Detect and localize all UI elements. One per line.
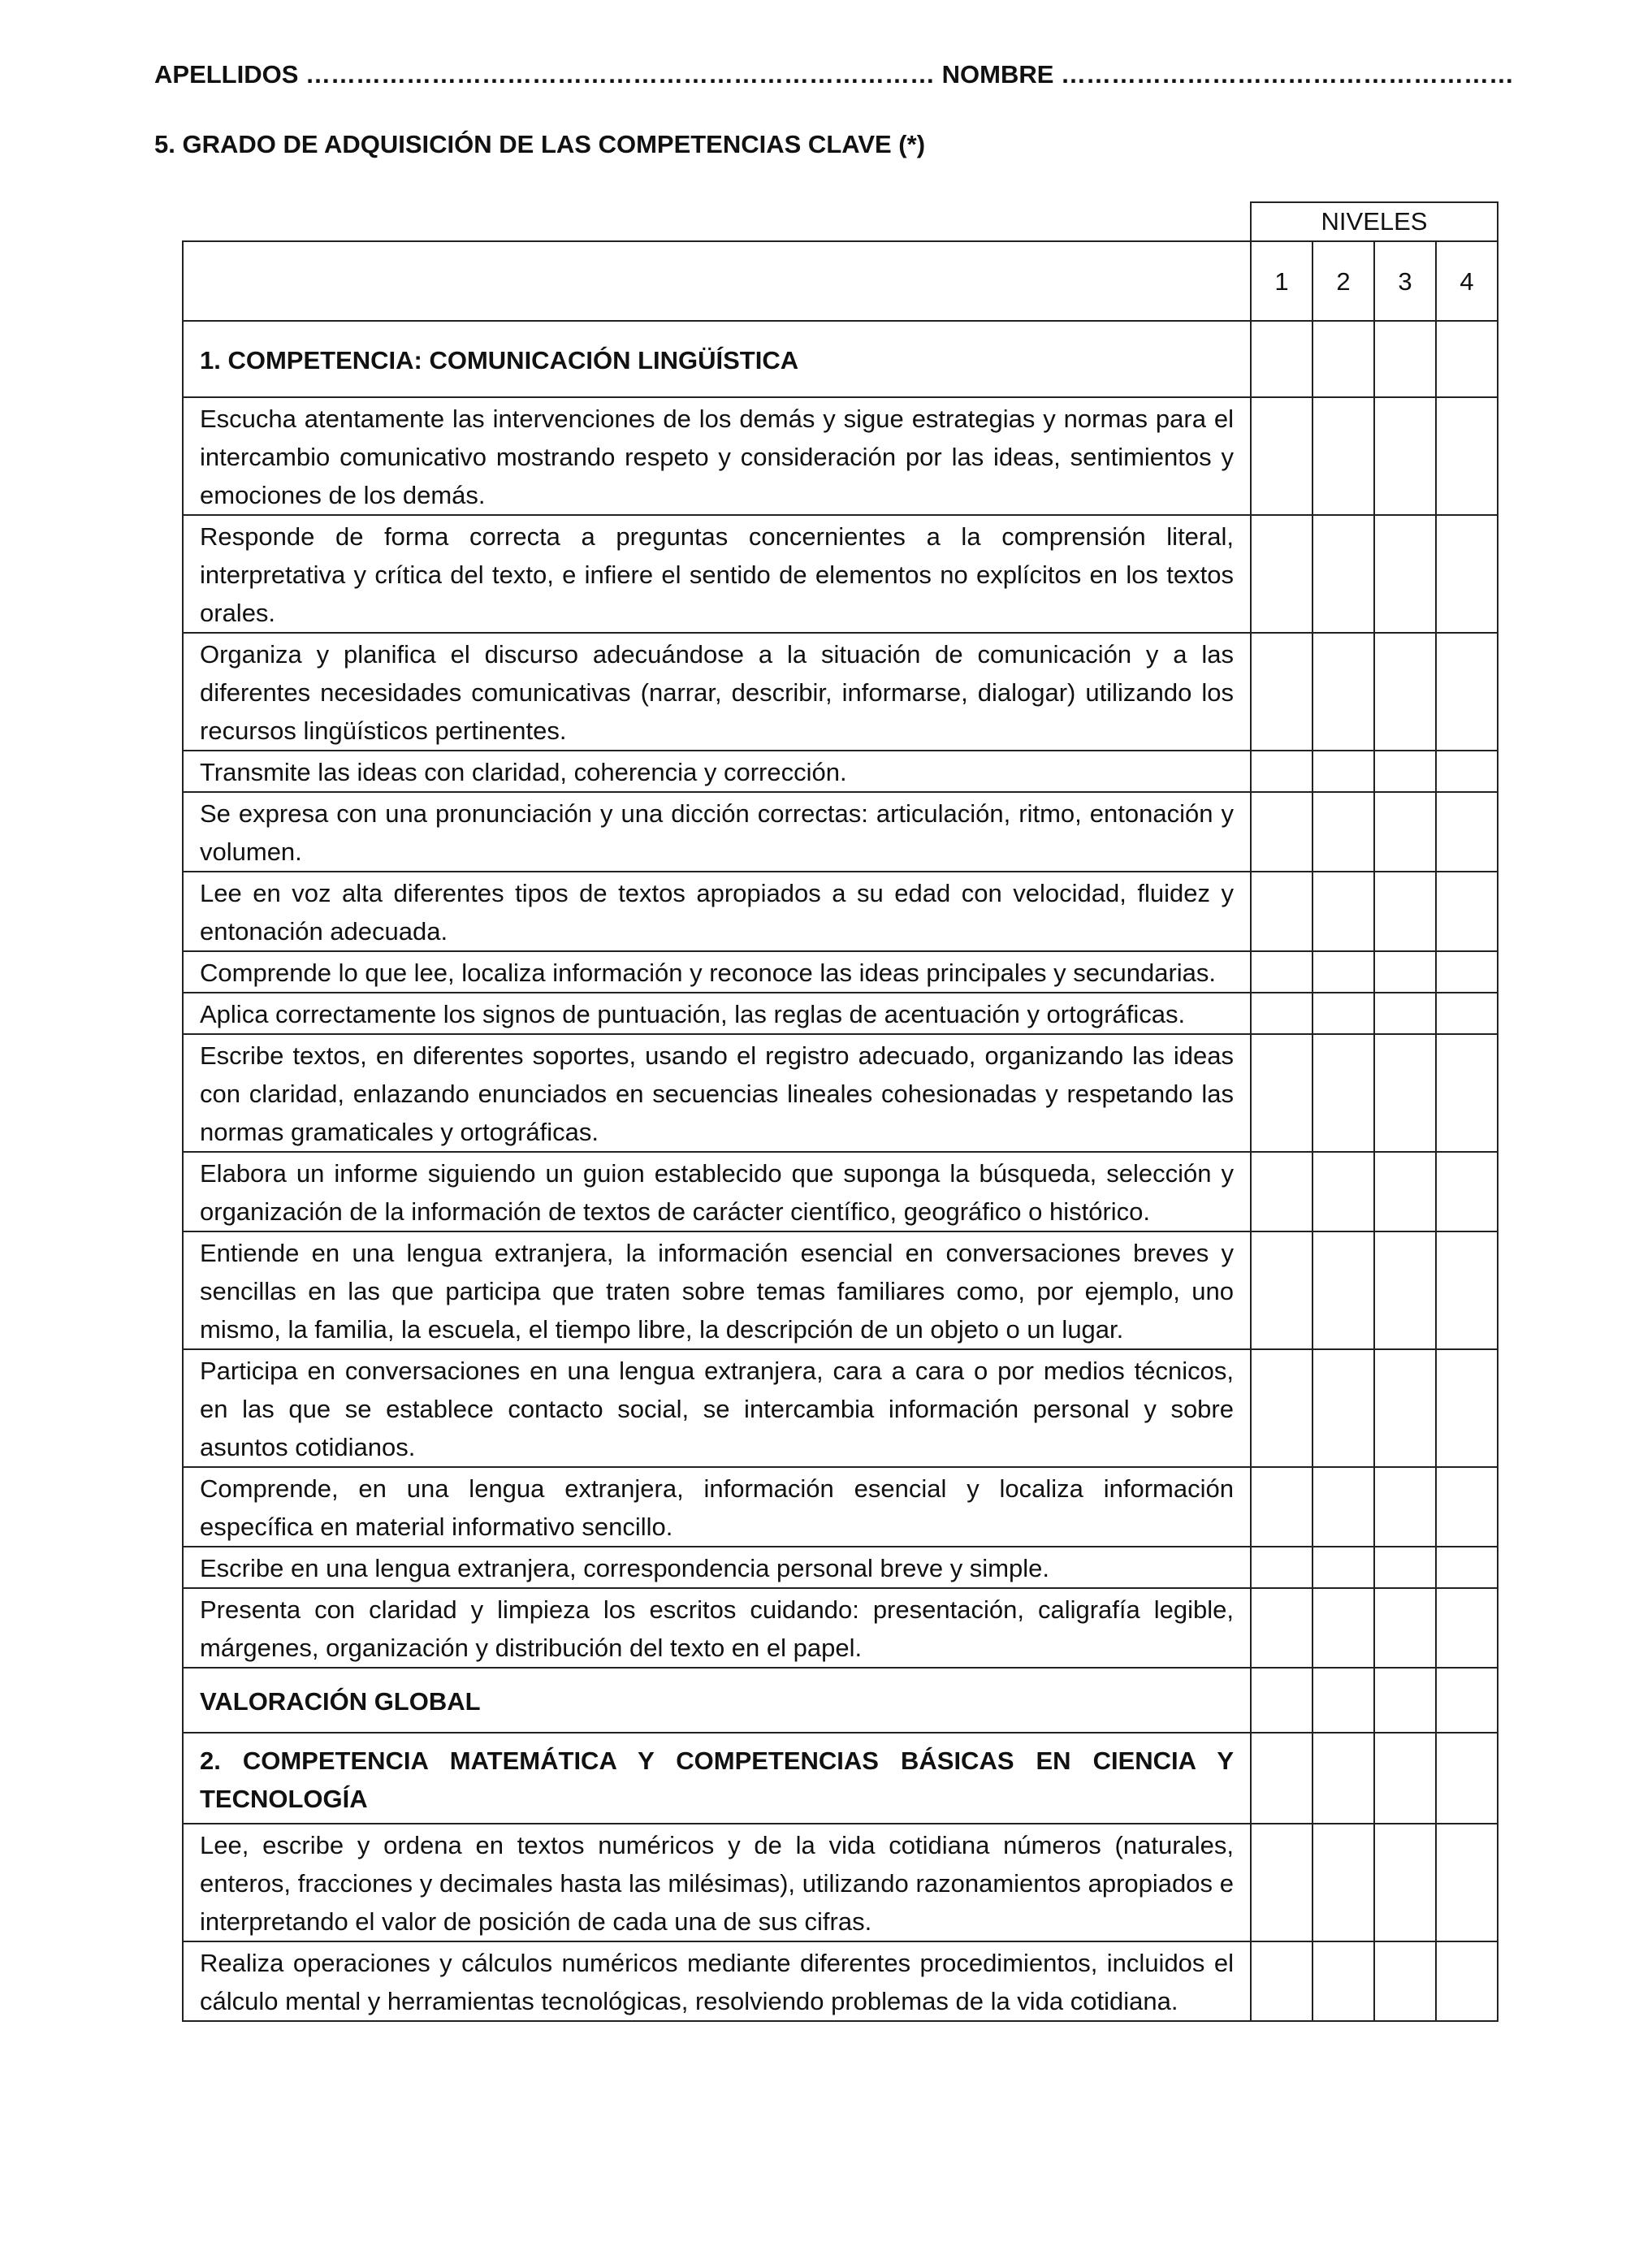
level-4-checkbox-cell[interactable] [1436,1231,1498,1349]
niveles-header-row [183,202,1498,241]
criterion-row [183,1467,1498,1547]
criterion-row-text: Entiende en una lengua extranjera, la información esencial en conversaciones breves y sencillas en las que participa que traten sobre temas familiares como, por ejemplo, uno mismo, la familia, la escuela, el tiempo libre, la descripción de un objeto o un lugar. [183,1231,1251,1349]
level-3-checkbox-cell[interactable] [1374,1824,1436,1941]
criterion-row [183,397,1498,515]
level-4-checkbox-cell[interactable] [1436,633,1498,751]
level-4-checkbox-cell[interactable] [1436,751,1498,792]
level-1-checkbox-cell[interactable] [1251,872,1313,951]
level-4-checkbox-cell[interactable] [1436,397,1498,515]
level-3-checkbox-cell[interactable] [1374,1547,1436,1588]
level-2-checkbox-cell[interactable] [1313,1152,1374,1231]
criterion-row [183,792,1498,872]
level-4-checkbox-cell[interactable] [1436,872,1498,951]
level-1-checkbox-cell[interactable] [1251,1152,1313,1231]
criterion-row-text: Participa en conversaciones en una lengua extranjera, cara a cara o por medios técnicos, en las que se establece contacto social, se intercambia información personal y sobre asuntos cotidianos. [183,1349,1251,1467]
level-2-checkbox-cell[interactable] [1313,1733,1374,1824]
criterion-row-text: Comprende lo que lee, localiza información y reconoce las ideas principales y secundarias. [183,951,1251,993]
section-2-title-row [183,1733,1498,1824]
level-3-checkbox-cell[interactable] [1374,633,1436,751]
criterion-row [183,1034,1498,1152]
level-1-checkbox-cell[interactable] [1251,1349,1313,1467]
level-4-checkbox-cell[interactable] [1436,1824,1498,1941]
criterion-row-text: Presenta con claridad y limpieza los escritos cuidando: presentación, caligrafía legible, márgenes, organización y distribución del texto en el papel. [183,1588,1251,1668]
level-3-checkbox-cell[interactable] [1374,1733,1436,1824]
level-3-checkbox-cell[interactable] [1374,515,1436,633]
criterion-row-text: Transmite las ideas con claridad, coherencia y corrección. [183,751,1251,792]
level-1-checkbox-cell[interactable] [1251,751,1313,792]
criterion-row [183,1588,1498,1668]
level-2-checkbox-cell[interactable] [1313,515,1374,633]
level-3-checkbox-cell[interactable] [1374,1588,1436,1668]
level-4-checkbox-cell[interactable] [1436,1547,1498,1588]
level-1-checkbox-cell[interactable] [1251,397,1313,515]
level-1-checkbox-cell[interactable] [1251,993,1313,1034]
criterion-row-text: Escribe textos, en diferentes soportes, usando el registro adecuado, organizando las ideas con claridad, enlazando enunciados en secuencias lineales cohesionadas y respetando las normas gramaticales y ortográficas. [183,1034,1251,1152]
level-1-checkbox-cell[interactable] [1251,1824,1313,1941]
criterion-row-text: Lee, escribe y ordena en textos numéricos y de la vida cotidiana números (naturales, enteros, fracciones y decimales hasta las milésimas), utilizando razonamientos apropiados e interpretando el valor de posición de cada una de sus cifras. [183,1824,1251,1941]
level-2-header: 2 [1313,241,1374,321]
criterion-row [183,1941,1498,2021]
level-3-checkbox-cell[interactable] [1374,1231,1436,1349]
level-2-checkbox-cell[interactable] [1313,1231,1374,1349]
level-3-header: 3 [1374,241,1436,321]
level-3-checkbox-cell[interactable] [1374,872,1436,951]
level-2-checkbox-cell[interactable] [1313,397,1374,515]
global-assessment-row-text: VALORACIÓN GLOBAL [183,1668,1251,1733]
criterion-row [183,1349,1498,1467]
level-4-checkbox-cell[interactable] [1436,1152,1498,1231]
criterion-row [183,751,1498,792]
section-2-title-row-text: 2. COMPETENCIA MATEMÁTICA Y COMPETENCIAS BÁSICAS EN CIENCIA Y TECNOLOGÍA [183,1733,1251,1824]
level-4-checkbox-cell[interactable] [1436,1034,1498,1152]
empty-corner [183,202,1251,241]
level-3-checkbox-cell[interactable] [1374,1349,1436,1467]
level-2-checkbox-cell[interactable] [1313,1547,1374,1588]
level-1-checkbox-cell[interactable] [1251,792,1313,872]
level-3-checkbox-cell[interactable] [1374,1668,1436,1733]
level-2-checkbox-cell[interactable] [1313,1467,1374,1547]
level-1-checkbox-cell[interactable] [1251,1733,1313,1824]
competencies-table [182,201,1498,2022]
level-4-checkbox-cell[interactable] [1436,1733,1498,1824]
level-1-checkbox-cell[interactable] [1251,321,1313,397]
header-desc-cell [183,241,1251,321]
level-2-checkbox-cell[interactable] [1313,1588,1374,1668]
level-1-checkbox-cell[interactable] [1251,1941,1313,2021]
criterion-row [183,993,1498,1034]
level-1-checkbox-cell[interactable] [1251,1547,1313,1588]
level-3-checkbox-cell[interactable] [1374,993,1436,1034]
level-4-checkbox-cell[interactable] [1436,321,1498,397]
level-3-checkbox-cell[interactable] [1374,321,1436,397]
level-3-checkbox-cell[interactable] [1374,1941,1436,2021]
criterion-row [183,872,1498,951]
level-4-checkbox-cell[interactable] [1436,1941,1498,2021]
level-2-checkbox-cell[interactable] [1313,1349,1374,1467]
level-3-checkbox-cell[interactable] [1374,792,1436,872]
level-2-checkbox-cell[interactable] [1313,1034,1374,1152]
criterion-row-text: Realiza operaciones y cálculos numéricos mediante diferentes procedimientos, incluidos el cálculo mental y herramientas tecnológicas, resolviendo problemas de la vida cotidiana. [183,1941,1251,2021]
level-2-checkbox-cell[interactable] [1313,872,1374,951]
criterion-row-text: Escribe en una lengua extranjera, correspondencia personal breve y simple. [183,1547,1251,1588]
level-1-checkbox-cell[interactable] [1251,1467,1313,1547]
level-1-checkbox-cell[interactable] [1251,1034,1313,1152]
level-4-checkbox-cell[interactable] [1436,993,1498,1034]
level-1-checkbox-cell[interactable] [1251,1588,1313,1668]
level-2-checkbox-cell[interactable] [1313,792,1374,872]
criterion-row [183,515,1498,633]
criterion-row-text: Responde de forma correcta a preguntas concernientes a la comprensión literal, interpretativa y crítica del texto, e infiere el sentido de elementos no explícitos en los textos orales. [183,515,1251,633]
criterion-row-text: Se expresa con una pronunciación y una dicción correctas: articulación, ritmo, entonación y volumen. [183,792,1251,872]
level-3-checkbox-cell[interactable] [1374,751,1436,792]
level-1-checkbox-cell[interactable] [1251,951,1313,993]
level-1-checkbox-cell[interactable] [1251,515,1313,633]
criterion-row [183,633,1498,751]
criterion-row-text: Organiza y planifica el discurso adecuándose a la situación de comunicación y a las diferentes necesidades comunicativas (narrar, describir, informarse, dialogar) utilizando los recursos lingüísticos pertinentes. [183,633,1251,751]
level-2-checkbox-cell[interactable] [1313,633,1374,751]
level-3-checkbox-cell[interactable] [1374,951,1436,993]
criterion-row-text: Comprende, en una lengua extranjera, información esencial y localiza información específica en material informativo sencillo. [183,1467,1251,1547]
criterion-row-text: Aplica correctamente los signos de puntuación, las reglas de acentuación y ortográficas. [183,993,1251,1034]
level-2-checkbox-cell[interactable] [1313,751,1374,792]
level-3-checkbox-cell[interactable] [1374,1034,1436,1152]
section-1-title-row-text: 1. COMPETENCIA: COMUNICACIÓN LINGÜÍSTICA [183,321,1251,397]
level-4-checkbox-cell[interactable] [1436,1467,1498,1547]
name-header: APELLIDOS ………………………………………………………………… NOMBRE ……………………………………………… [154,60,1515,89]
level-3-checkbox-cell[interactable] [1374,397,1436,515]
level-1-header: 1 [1251,241,1313,321]
level-2-checkbox-cell[interactable] [1313,321,1374,397]
level-1-checkbox-cell[interactable] [1251,1668,1313,1733]
level-4-checkbox-cell[interactable] [1436,792,1498,872]
level-4-checkbox-cell[interactable] [1436,1668,1498,1733]
level-4-checkbox-cell[interactable] [1436,1349,1498,1467]
level-3-checkbox-cell[interactable] [1374,1467,1436,1547]
criterion-row [183,951,1498,993]
level-2-checkbox-cell[interactable] [1313,951,1374,993]
level-2-checkbox-cell[interactable] [1313,1941,1374,2021]
niveles-header: NIVELES [1251,202,1498,241]
level-4-header: 4 [1436,241,1498,321]
level-4-checkbox-cell[interactable] [1436,951,1498,993]
level-2-checkbox-cell[interactable] [1313,1668,1374,1733]
criterion-row [183,1547,1498,1588]
level-1-checkbox-cell[interactable] [1251,1231,1313,1349]
section-title: 5. GRADO DE ADQUISICIÓN DE LAS COMPETENCIAS CLAVE (*) [154,130,926,158]
level-2-checkbox-cell[interactable] [1313,993,1374,1034]
level-3-checkbox-cell[interactable] [1374,1152,1436,1231]
criterion-row-text: Lee en voz alta diferentes tipos de textos apropiados a su edad con velocidad, fluidez y entonación adecuada. [183,872,1251,951]
level-1-checkbox-cell[interactable] [1251,633,1313,751]
criterion-row-text: Escucha atentamente las intervenciones de los demás y sigue estrategias y normas para el intercambio comunicativo mostrando respeto y consideración por las ideas, sentimientos y emociones de los demás. [183,397,1251,515]
global-assessment-row [183,1668,1498,1733]
level-4-checkbox-cell[interactable] [1436,515,1498,633]
criterion-row [183,1231,1498,1349]
level-4-checkbox-cell[interactable] [1436,1588,1498,1668]
level-2-checkbox-cell[interactable] [1313,1824,1374,1941]
criterion-row-text: Elabora un informe siguiendo un guion establecido que suponga la búsqueda, selección y organización de la información de textos de carácter científico, geográfico o histórico. [183,1152,1251,1231]
levels-header-row [183,241,1498,321]
criterion-row [183,1824,1498,1941]
criterion-row [183,1152,1498,1231]
section-1-title-row [183,321,1498,397]
